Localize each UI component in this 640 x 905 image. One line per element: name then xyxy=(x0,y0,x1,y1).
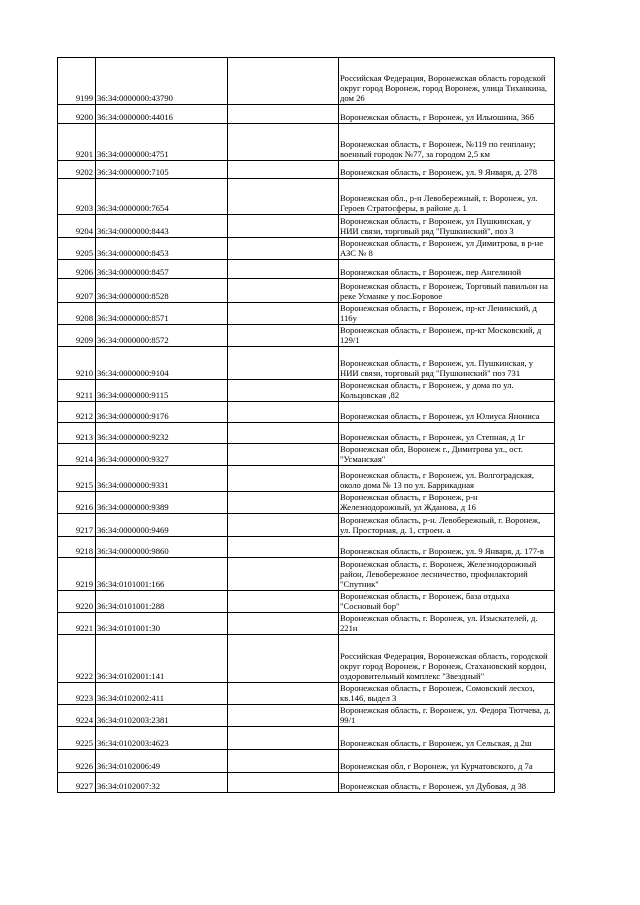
table-row xyxy=(58,325,555,347)
empty-cell xyxy=(228,347,339,380)
cadastral-number-cell: 36:34:0000000:9469 xyxy=(96,514,228,537)
row-number-cell: 9206 xyxy=(58,260,96,279)
table-row xyxy=(58,466,555,492)
cadastral-number-cell: 36:34:0101001:166 xyxy=(96,558,228,591)
cadastral-number-cell: 36:34:0000000:8528 xyxy=(96,279,228,303)
empty-cell xyxy=(228,161,339,179)
row-number-cell: 9207 xyxy=(58,279,96,303)
empty-cell xyxy=(228,705,339,727)
empty-cell xyxy=(228,215,339,238)
empty-cell xyxy=(228,179,339,215)
empty-cell xyxy=(228,58,339,105)
row-number-cell: 9215 xyxy=(58,466,96,492)
address-cell: Воронежская область, г Воронеж, ул Юлиуса Янониса xyxy=(339,402,555,423)
table-row xyxy=(58,444,555,466)
table-row xyxy=(58,161,555,179)
table-row xyxy=(58,705,555,727)
row-number-cell: 9221 xyxy=(58,613,96,635)
table-row xyxy=(58,537,555,558)
cadastral-number-cell: 36:34:0102003:2381 xyxy=(96,705,228,727)
row-number-cell: 9205 xyxy=(58,238,96,260)
cadastral-number-cell: 36:34:0000000:9104 xyxy=(96,347,228,380)
address-cell: Воронежская область, г. Воронеж, Железнодорожный район, Левобережное лесничество, профилакторий "Спутник" xyxy=(339,558,555,591)
cadastral-number-cell: 36:34:0000000:4751 xyxy=(96,124,228,161)
table-row xyxy=(58,303,555,325)
empty-cell xyxy=(228,279,339,303)
cadastral-number-cell: 36:34:0000000:9232 xyxy=(96,423,228,444)
cadastral-number-cell: 36:34:0000000:8572 xyxy=(96,325,228,347)
row-number-cell: 9209 xyxy=(58,325,96,347)
address-cell: Воронежская область, г Воронеж, ул Дубовая, д 38 xyxy=(339,773,555,793)
cadastral-number-cell: 36:34:0000000:8443 xyxy=(96,215,228,238)
empty-cell xyxy=(228,773,339,793)
address-cell: Воронежская область, г Воронеж, Торговый павильон на реке Усманке у пос.Боровое xyxy=(339,279,555,303)
table-row xyxy=(58,238,555,260)
land-plot-register-table xyxy=(57,57,555,793)
cadastral-number-cell: 36:34:0000000:9176 xyxy=(96,402,228,423)
empty-cell xyxy=(228,303,339,325)
table-row xyxy=(58,613,555,635)
row-number-cell: 9213 xyxy=(58,423,96,444)
cadastral-number-cell: 36:34:0000000:7654 xyxy=(96,179,228,215)
address-cell: Воронежская область, г Воронеж, база отдыха "Сосновый бор" xyxy=(339,591,555,613)
table-row xyxy=(58,279,555,303)
empty-cell xyxy=(228,558,339,591)
empty-cell xyxy=(228,124,339,161)
address-cell: Российская Федерация, Воронежская область, городской округ город Воронеж, г Воронеж, Стахановский кордон, оздоровительный комплекс "Звездный" xyxy=(339,635,555,683)
empty-cell xyxy=(228,260,339,279)
row-number-cell: 9223 xyxy=(58,683,96,705)
cadastral-number-cell: 36:34:0102003:4623 xyxy=(96,727,228,750)
table-row xyxy=(58,514,555,537)
table-row xyxy=(58,492,555,514)
address-cell: Воронежская область, г Воронеж, Сомовский лесхоз, кв.146, выдел 3 xyxy=(339,683,555,705)
row-number-cell: 9199 xyxy=(58,58,96,105)
cadastral-number-cell: 36:34:0000000:9389 xyxy=(96,492,228,514)
row-number-cell: 9210 xyxy=(58,347,96,380)
empty-cell xyxy=(228,325,339,347)
cadastral-number-cell: 36:34:0000000:44016 xyxy=(96,105,228,124)
empty-cell xyxy=(228,466,339,492)
address-cell: Воронежская область, г Воронеж, пр-кт Московский, д 129/1 xyxy=(339,325,555,347)
row-number-cell: 9203 xyxy=(58,179,96,215)
row-number-cell: 9226 xyxy=(58,750,96,773)
address-cell: Воронежская область, г Воронеж, пр-кт Ленинский, д 116у xyxy=(339,303,555,325)
address-cell: Воронежская область, г Воронеж, ул. 9 Января, д. 177-в xyxy=(339,537,555,558)
address-cell: Воронежская область, р-н. Левобережный, г. Воронеж, ул. Просторная, д. 1, строен. а xyxy=(339,514,555,537)
address-cell: Воронежская область, г Воронеж, пер Ангелиной xyxy=(339,260,555,279)
address-cell: Воронежская область, г Воронеж, №119 по генплану; военный городок №77, за городом 2,5 км xyxy=(339,124,555,161)
cadastral-number-cell: 36:34:0000000:43790 xyxy=(96,58,228,105)
row-number-cell: 9208 xyxy=(58,303,96,325)
address-cell: Воронежская обл, Воронеж г., Димитрова ул., ост. "Усманская" xyxy=(339,444,555,466)
row-number-cell: 9201 xyxy=(58,124,96,161)
address-cell: Воронежская область, г Воронеж, ул Сельская, д 2ш xyxy=(339,727,555,750)
table-row xyxy=(58,402,555,423)
row-number-cell: 9219 xyxy=(58,558,96,591)
table-row xyxy=(58,591,555,613)
table-row xyxy=(58,260,555,279)
empty-cell xyxy=(228,750,339,773)
cadastral-number-cell: 36:34:0102001:141 xyxy=(96,635,228,683)
empty-cell xyxy=(228,492,339,514)
empty-cell xyxy=(228,613,339,635)
address-cell: Воронежская область, г Воронеж, ул. Пушкинская, у НИИ связи, торговый ряд "Пушкинский" поз 731 xyxy=(339,347,555,380)
cadastral-number-cell: 36:34:0101001:30 xyxy=(96,613,228,635)
cadastral-number-cell: 36:34:0000000:9115 xyxy=(96,380,228,402)
address-cell: Воронежская область, г Воронеж, у дома по ул. Кольцовская ,82 xyxy=(339,380,555,402)
empty-cell xyxy=(228,402,339,423)
empty-cell xyxy=(228,238,339,260)
table-row xyxy=(58,773,555,793)
empty-cell xyxy=(228,537,339,558)
row-number-cell: 9224 xyxy=(58,705,96,727)
empty-cell xyxy=(228,514,339,537)
address-cell: Воронежская область, г Воронеж, ул Степная, д 1г xyxy=(339,423,555,444)
empty-cell xyxy=(228,380,339,402)
address-cell: Воронежская область, г Воронеж, ул Димитрова, в р-не АЗС № 8 xyxy=(339,238,555,260)
cadastral-number-cell: 36:34:0102007:32 xyxy=(96,773,228,793)
cadastral-number-cell: 36:34:0000000:8457 xyxy=(96,260,228,279)
row-number-cell: 9218 xyxy=(58,537,96,558)
table-row xyxy=(58,683,555,705)
row-number-cell: 9214 xyxy=(58,444,96,466)
empty-cell xyxy=(228,591,339,613)
table-row xyxy=(58,750,555,773)
table-row xyxy=(58,179,555,215)
table-row xyxy=(58,105,555,124)
table-row xyxy=(58,380,555,402)
table-row xyxy=(58,124,555,161)
cadastral-number-cell: 36:34:0000000:9327 xyxy=(96,444,228,466)
row-number-cell: 9202 xyxy=(58,161,96,179)
cadastral-number-cell: 36:34:0000000:8571 xyxy=(96,303,228,325)
empty-cell xyxy=(228,105,339,124)
row-number-cell: 9216 xyxy=(58,492,96,514)
row-number-cell: 9204 xyxy=(58,215,96,238)
row-number-cell: 9200 xyxy=(58,105,96,124)
row-number-cell: 9222 xyxy=(58,635,96,683)
row-number-cell: 9225 xyxy=(58,727,96,750)
empty-cell xyxy=(228,423,339,444)
cadastral-number-cell: 36:34:0101001:288 xyxy=(96,591,228,613)
address-cell: Воронежская область, г. Воронеж, ул. Изыскателей, д. 221н xyxy=(339,613,555,635)
table-row xyxy=(58,423,555,444)
row-number-cell: 9227 xyxy=(58,773,96,793)
empty-cell xyxy=(228,727,339,750)
address-cell: Воронежская область, г Воронеж, р-н Железнодорожный, ул Жданова, д 16 xyxy=(339,492,555,514)
empty-cell xyxy=(228,444,339,466)
table-row xyxy=(58,558,555,591)
table-row xyxy=(58,215,555,238)
address-cell: Воронежская область, г Воронеж, ул. 9 Января, д. 278 xyxy=(339,161,555,179)
cadastral-number-cell: 36:34:0000000:8453 xyxy=(96,238,228,260)
table-row xyxy=(58,58,555,105)
cadastral-number-cell: 36:34:0102006:49 xyxy=(96,750,228,773)
row-number-cell: 9220 xyxy=(58,591,96,613)
row-number-cell: 9217 xyxy=(58,514,96,537)
address-cell: Воронежская обл, г Воронеж, ул Курчатовского, д 7а xyxy=(339,750,555,773)
address-cell: Воронежская область, г Воронеж, ул Пушкинская, у НИИ связи, торговый ряд "Пушкинский", поз 3 xyxy=(339,215,555,238)
address-cell: Воронежская обл., р-н Левобережный, г. Воронеж, ул. Героев Стратосферы, в районе д. 1 xyxy=(339,179,555,215)
address-cell: Российская Федерация, Воронежская область городской округ город Воронеж, город Воронеж, улица Тиханкина, дом 26 xyxy=(339,58,555,105)
address-cell: Воронежская область, г Воронеж, ул Ильюшина, 36б xyxy=(339,105,555,124)
cadastral-number-cell: 36:34:0102002:411 xyxy=(96,683,228,705)
row-number-cell: 9212 xyxy=(58,402,96,423)
cadastral-number-cell: 36:34:0000000:9331 xyxy=(96,466,228,492)
table-row xyxy=(58,635,555,683)
address-cell: Воронежская область, г Воронеж, ул. Волгоградская, около дома № 13 по ул. Баррикадная xyxy=(339,466,555,492)
empty-cell xyxy=(228,683,339,705)
row-number-cell: 9211 xyxy=(58,380,96,402)
table-row xyxy=(58,727,555,750)
table-row xyxy=(58,347,555,380)
empty-cell xyxy=(228,635,339,683)
cadastral-number-cell: 36:34:0000000:9860 xyxy=(96,537,228,558)
register-table-body xyxy=(58,58,555,793)
address-cell: Воронежская область, г. Воронеж, ул. Федора Тютчева, д. 99/1 xyxy=(339,705,555,727)
cadastral-number-cell: 36:34:0000000:7105 xyxy=(96,161,228,179)
